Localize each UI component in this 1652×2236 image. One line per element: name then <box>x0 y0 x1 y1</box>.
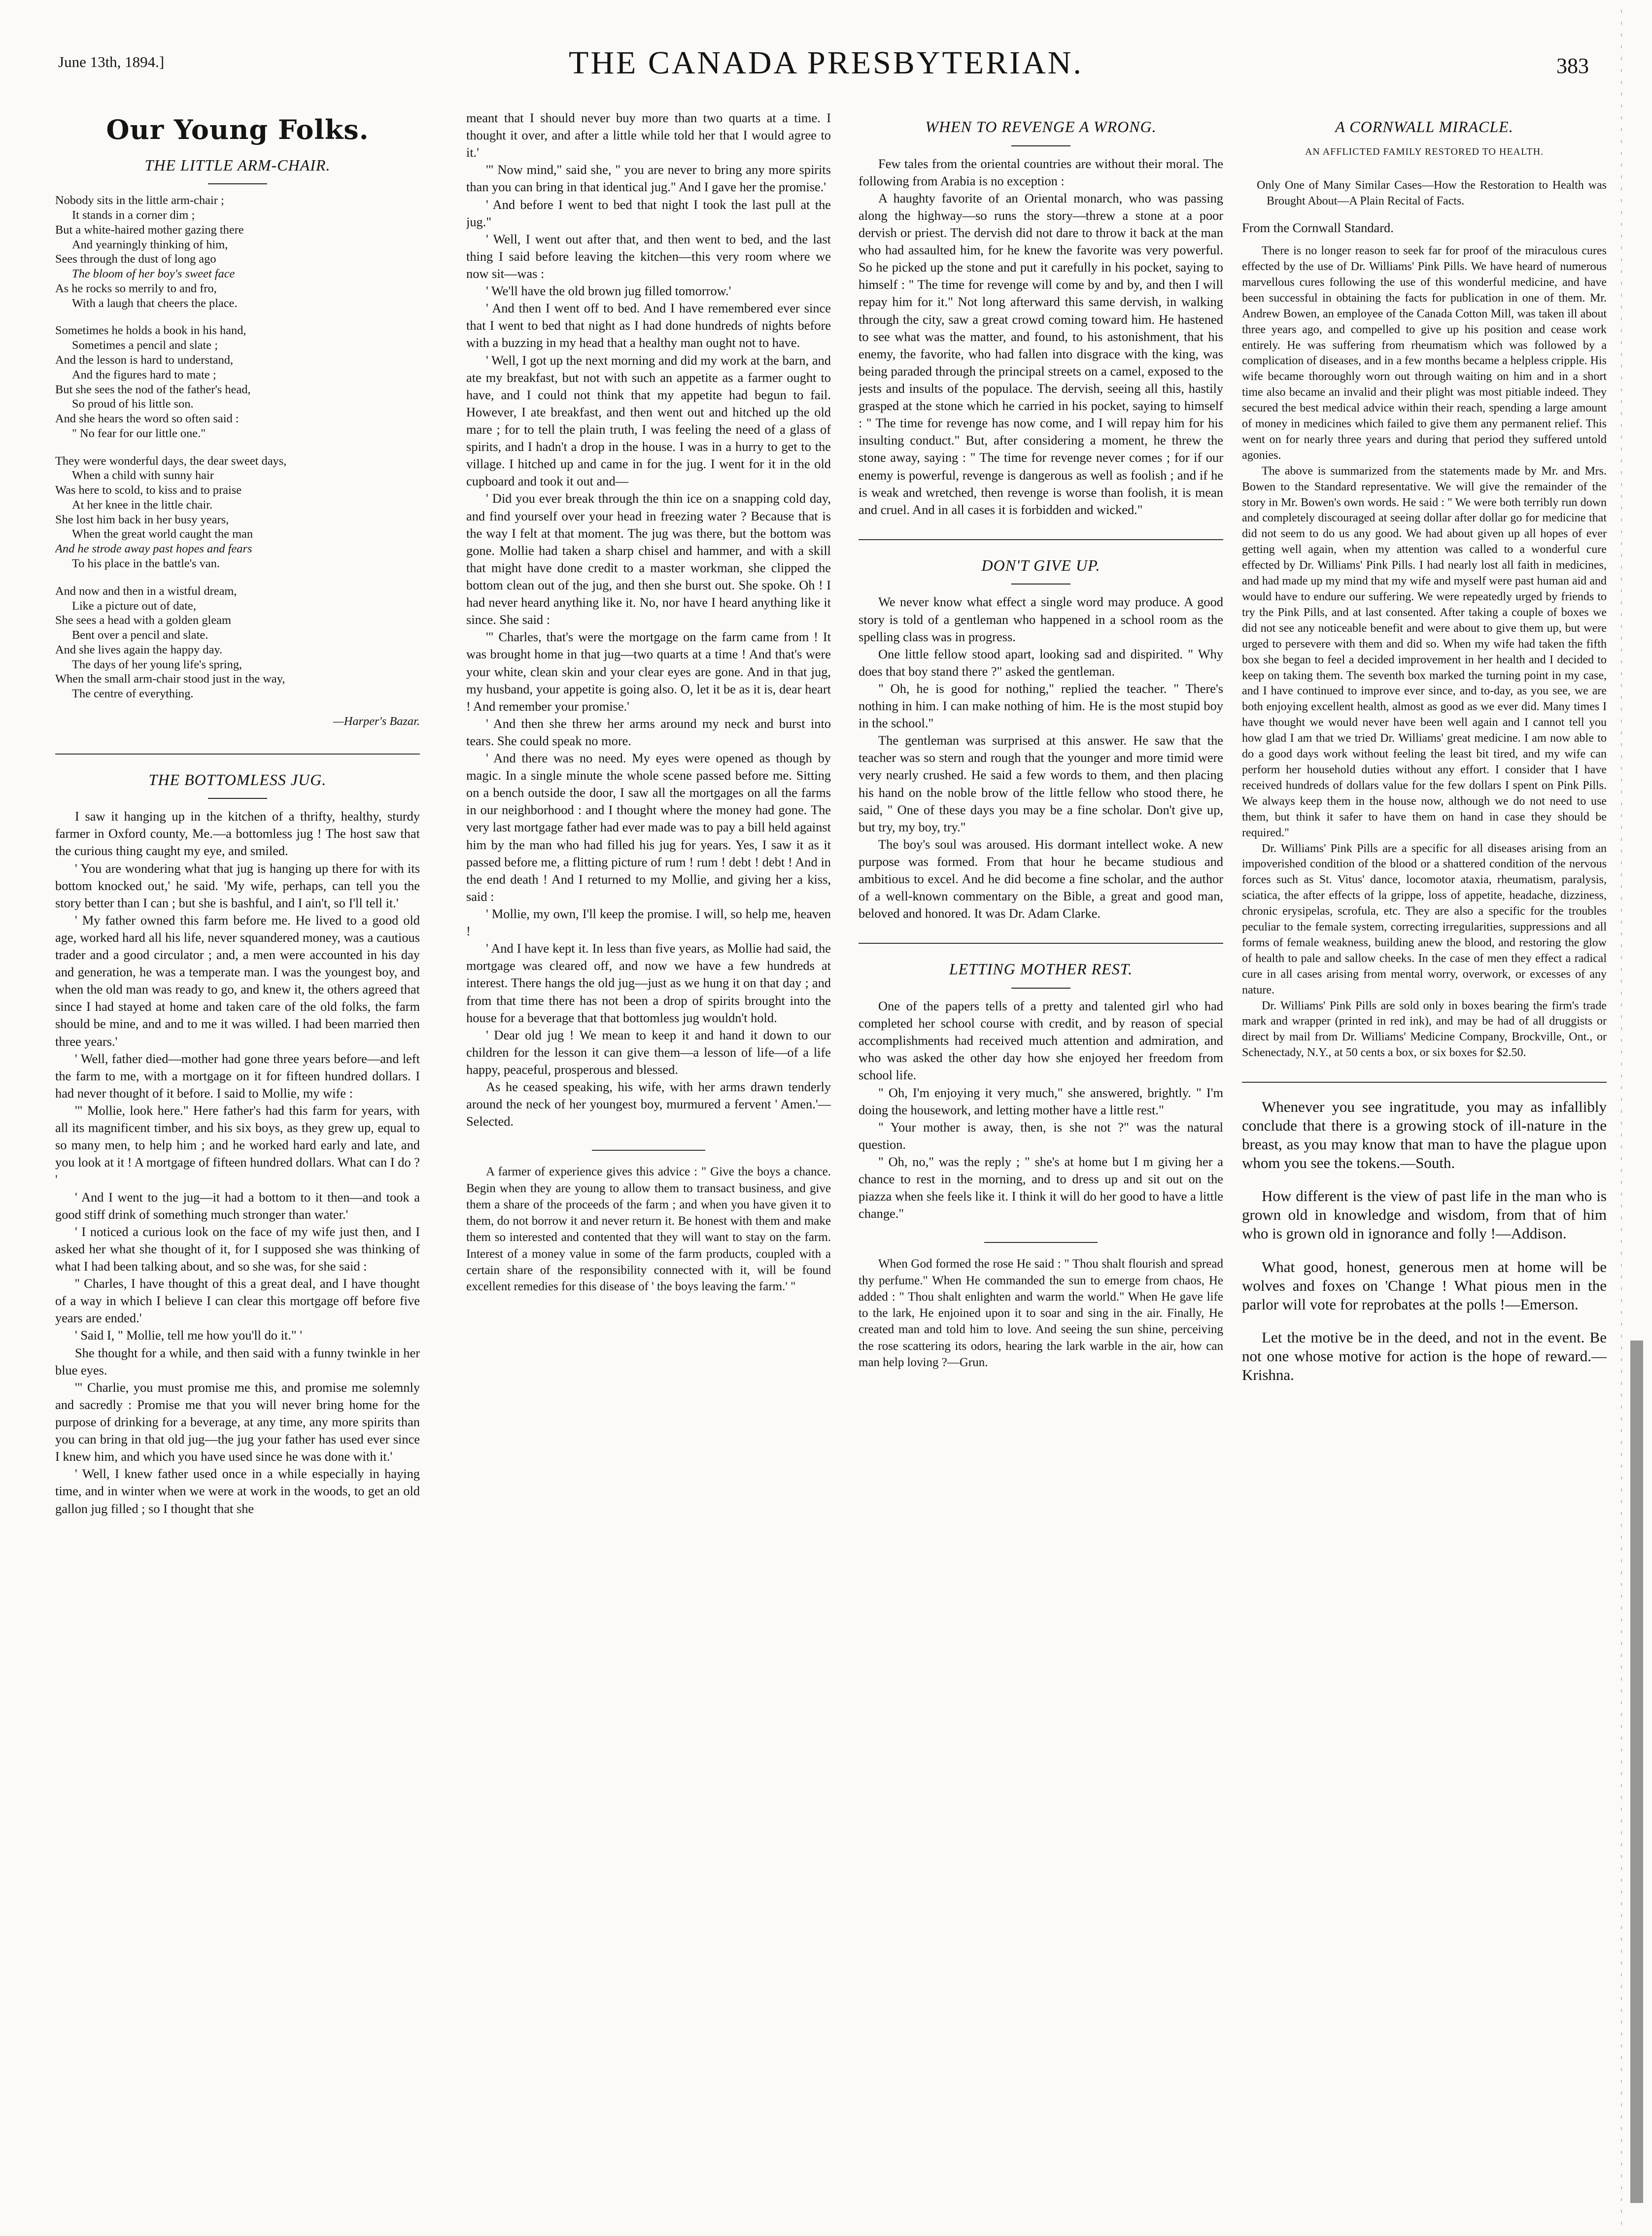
paragraph: There is no longer reason to seek far for proof of the miraculous cures effected by the use of Dr. Williams' Pink Pills. We have heard of numerous marvellous cures following the use of this wonderful medicine, and have been successful in obtaining the facts for publication in one of them. Mr. Andrew Bowen, an employee of the Canada Cotton Mill, was taken ill about three years ago, and compelled to give up his position and cease work entirely. He was suffering from rheumatism which was followed by a complication of diseases, and in a few months became a helpless cripple. His wife became thoroughly worn out through waiting on him and in a short time also became an invalid and their plight was most pitiable indeed. They secured the best medical advice within their reach, spending a large amount of money in medicines which failed to give them any permanent relief. This went on for nearly three years and during that period they suffered untold agonies. <box>1242 244 1607 462</box>
poem-line: Sometimes he holds a book in his hand, <box>55 324 246 338</box>
paragraph: ' And I have kept it. In less than five years, as Mollie had said, the mortgage was cleared off, and now we have a few hundreds at interest. There hangs the old jug—just as we hung it on that day ; and from that time there has not been a drop of spirits brought into the house for a beverage that that bottomless jug wouldn't hold. <box>466 941 831 1025</box>
section-divider <box>859 943 1223 944</box>
article-title: A CORNWALL MIRACLE. <box>1335 118 1514 136</box>
poem-line: They were wonderful days, the dear sweet days, <box>55 454 287 468</box>
paragraph: ' Mollie, my own, I'll keep the promise. I will, so help me, heaven ! <box>466 906 831 939</box>
column-1 <box>55 109 420 2214</box>
paragraph: ' My father owned this farm before me. He lived to a good old age, worked hard all his life, never squandered money, was a cautious trader and a good circulator ; and, a men were accounted in his day and generation, he was a temperate man. I was the youngest boy, and when the old man was ready to go, and knew it, the others agreed that since I had stayed at home and taken care of the old folks, the farm should be mine, and and to me it was willed. I had been married then three years.' <box>55 912 420 1049</box>
paragraph: ' Dear old jug ! We mean to keep it and hand it down to our children for the lesson it can give them—a lesson of life—of a life happy, peaceful, prosperous and blessed. <box>466 1027 831 1077</box>
story-title: THE BOTTOMLESS JUG. <box>148 770 327 789</box>
poem-line: At her knee in the little chair. <box>72 498 213 512</box>
poem-line: Like a picture out of date, <box>72 599 196 613</box>
poem-line: She sees a head with a golden gleam <box>55 614 231 627</box>
poem-line: Nobody sits in the little arm-chair ; <box>55 194 224 207</box>
paragraph: A haughty favorite of an Oriental monarch, who was passing along the highway—so runs the story—threw a stone at a poor dervish or priest. The dervish did not dare to throw it back at the man who had assaulted him, for he knew the favorite was very powerful. So he picked up the stone and put it carefully in his pocket, saying to himself : " The time for revenge will come by and by, and then I will repay him for it." Not long afterward this same dervish, in walking through the city, saw a great crowd coming toward him. He hastened to see what was the matter, and found, to his astonishment, that his enemy, the favorite, who had fallen into disgrace with the king, was being paraded through the principal streets on a camel, exposed to the jests and insults of the populace. The dervish, seeing all this, hastily grasped at the stone which he carried in his pocket, saying to himself : " The time for revenge has now come, and I will repay him for his insulting conduct." But, after considering a moment, he threw the stone away, saying : " The time for revenge never comes ; for if our enemy is powerful, revenge is dangerous as well as foolish ; and if he is weak and wretched, then revenge is worse than foolish, it is mean and cruel. And in all cases it is forbidden and wicked." <box>859 190 1223 517</box>
quotation: Whenever you see ingratitude, you may as infallibly conclude that there is a growing stock of ill-nature in the breast, as you may know that man to have the plague upon whom you see the tokens.—South. <box>1242 1098 1607 1171</box>
poem-line: And he strode away past hopes and fears <box>55 542 252 556</box>
paragraph: ' Well, I got up the next morning and did my work at the barn, and ate my breakfast, but not with such an appetite as a farmer ought to have, and I could not think that my appetite had begun to fail. However, I ate breakfast, and then went out and hitched up the old mare ; for to tell the plain truth, I was feeling the need of a glass of spirits, and I hadn't a drop in the house. I was in a hurry to get to the village. I hitched up and came in for the jug. I went for it in the old cupboard and took it out and— <box>466 352 831 489</box>
poem-line: So proud of his little son. <box>72 397 194 411</box>
section-divider <box>1242 1082 1607 1083</box>
paragraph: '" Mollie, look here." Here father's had this farm for years, with all its magnificent timber, and his six boys, as they grew up, equal to so many men, to help him ; and he worked hard early and late, and you look at it ! A mortgage of fifteen hundred dollars. What can I do ? ' <box>55 1103 420 1187</box>
poem-line: But a white-haired mother gazing there <box>55 223 244 237</box>
poem-line: With a laugh that cheers the place. <box>72 296 238 310</box>
paragraph: ' We'll have the old brown jug filled tomorrow.' <box>486 283 731 299</box>
poem-line: " No fear for our little one." <box>72 426 206 440</box>
poem-stanza <box>55 584 420 701</box>
section-divider <box>984 1242 1098 1243</box>
column-4 <box>1242 109 1607 2214</box>
quotations <box>1242 1098 1607 1384</box>
poem-line: And she hears the word so often said : <box>55 412 239 426</box>
paragraph: The gentleman was surprised at this answer. He saw that the teacher was so stern and rough that the younger and more timid were very nearly crushed. He said a few words to them, and then placing his hand on the noble brow of the little fellow who stood there, he said, " One of these days you may be a fine scholar. Don't give up, but try, my boy, try." <box>859 733 1223 834</box>
paragraph: ' You are wondering what that jug is hanging up there for with its bottom knocked out,' he said. 'My wife, perhaps, can tell you the story better than I can ; but she is bashful, and I ain't, so I'll tell it.' <box>55 860 420 910</box>
paragraph: " Oh, I'm enjoying it very much," she answered, brightly. " I'm doing the housework, and letting mother have a little rest." <box>859 1085 1223 1117</box>
paragraph: ' And there was no need. My eyes were opened as though by magic. In a single minute the whole scene passed before me. Sitting on a bench outside the door, I saw all the mortgages on all the farms in our neighborhood : and I thought where the money had gone. The very last mortgage father had ever made was to pay a bill held against him by the man who had filled his jug for years. Yes, I saw it as it passed before me, a flitting picture of rum ! rum ! debt ! debt ! And in the end death ! And I returned to my Mollie, and giving her a kiss, said : <box>466 751 831 904</box>
paragraph: Dr. Williams' Pink Pills are sold only in boxes bearing the firm's trade mark and wrapper (printed in red ink), and may be had of all druggists or direct by mail from Dr. Williams' Medicine Company, Brockville, Ont., or Schenectady, N.Y., at 50 cents a box, or six boxes for $2.50. <box>1242 999 1607 1060</box>
article-title: LETTING MOTHER REST. <box>949 960 1133 978</box>
quotation: What good, honest, generous men at home will be wolves and foxes on 'Change ! What pious men in the parlor will vote for reprobates at the polls !—Emerson. <box>1242 1258 1607 1313</box>
paragraph: I saw it hanging up in the kitchen of a thrifty, healthy, sturdy farmer in Oxford county, Me.—a bottomless jug ! The host saw that the curious thing caught my eye, and smiled. <box>55 809 420 859</box>
paragraph: ' And then I went off to bed. And I have remembered ever since that I went to bed that night as I had done hundreds of nights before with a buzzing in my head that a healthy man ought not to have. <box>466 301 831 350</box>
article-deck: Only One of Many Similar Cases—How the Restoration to Health was Brought About—A Plain Recital of Facts. <box>1257 179 1607 208</box>
title-rule <box>208 798 267 799</box>
poem-line: And now and then in a wistful dream, <box>55 584 237 598</box>
paragraph: ' And then she threw her arms around my neck and burst into tears. She could speak no more. <box>466 716 831 748</box>
poem-line: And yearningly thinking of him, <box>72 238 228 251</box>
paragraph: When God formed the rose He said : " Thou shalt flourish and spread thy perfume." When He commanded the sun to emerge from chaos, He added : " Thou shalt enlighten and warm the world." When He gave life to the lark, He enjoined upon it to soar and sing in the air. Finally, He created man and told him to love. And seeing the sun shine, perceiving the rose scattering its odors, hearing the lark warble in the air, how can man help loving ?—Grun. <box>859 1257 1223 1369</box>
poem-line: Was here to scold, to kiss and to praise <box>55 483 242 497</box>
paragraph: " Oh, no," was the reply ; " she's at home but I m giving her a chance to rest in the morning, and to dress up and sit out on the piazza when she feels like it. I think it will do her good to have a little change." <box>859 1154 1223 1221</box>
poem-line: It stands in a corner dim ; <box>72 208 195 222</box>
paragraph: One of the papers tells of a pretty and talented girl who had completed her school course with credit, and by reason of special accomplishments had received much attention and admiration, and who was asked the other day how she enjoyed her freedom from school life. <box>859 998 1223 1083</box>
poem-line: To his place in the battle's van. <box>72 556 220 570</box>
poem-line: And she lives again the happy day. <box>55 643 223 656</box>
paragraph: A farmer of experience gives this advice : " Give the boys a chance. Begin when they are young to allow them to transact business, and give them a share of the proceeds of the farm ; and when you have given it to them, do not borrow it and never return it. Be honest with them and make them so interested and contented that they will want to stay on the farm. Interest of a money value in some of the farm products, coupled with a certain share of the responsibility connected with it, will be found excellent remedies for this disease of ' the boys leaving the farm.' " <box>466 1165 831 1294</box>
poem-line: As he rocks so merrily to and fro, <box>55 281 217 295</box>
title-rule <box>1011 145 1070 146</box>
paragraph: ' Well, I knew father used once in a while especially in haying time, and in winter when we were at work in the woods, to get an old gallon jug filled ; so I thought that she <box>55 1466 420 1516</box>
paragraph: ' And before I went to bed that night I took the last pull at the jug." <box>466 197 831 229</box>
paragraph: The boy's soul was aroused. His dormant intellect woke. A new purpose was formed. From that hour he became studious and ambitious to excel. And he did become a fine scholar, and the author of a well-known commentary on the Bible, a great and good man, beloved and honored. It was Dr. Adam Clarke. <box>859 836 1223 921</box>
paragraph: " Your mother is away, then, is she not ?" was the natural question. <box>859 1119 1223 1152</box>
article-title: WHEN TO REVENGE A WRONG. <box>925 118 1157 136</box>
poem-stanza <box>55 454 420 571</box>
paragraph: She thought for a while, and then said with a funny twinkle in her blue eyes. <box>55 1345 420 1377</box>
article-title: DON'T GIVE UP. <box>981 556 1101 574</box>
poem-line: But she sees the nod of the father's head, <box>55 382 251 396</box>
poem-line: And the figures hard to mate ; <box>72 368 216 381</box>
paragraph: ' Said I, " Mollie, tell me how you'll do it." ' <box>75 1328 302 1343</box>
poem-line: She lost him back in her busy years, <box>55 513 229 526</box>
quotation: Let the motive be in the deed, and not in the event. Be not one whose motive for action is the hope of reward.—Krishna. <box>1242 1329 1607 1383</box>
poem-line: When a child with sunny hair <box>72 469 214 482</box>
section-divider <box>55 754 420 755</box>
section-masthead: Our Young Folks. <box>106 114 369 145</box>
paragraph: Dr. Williams' Pink Pills are a specific for all diseases arising from an impoverished condition of the blood or a shattered condition of the nervous forces such as St. Vitus' dance, locomotor ataxia, rheumatism, paralysis, sciatica, the after effects of la grippe, loss of appetite, headache, dizziness, chronic erysipelas, scrofula, etc. They are also a specific for the troubles peculiar to the female system, correcting irregularities, suppressions and all forms of female weakness, building anew the blood, and restoring the glow of health to pale and sallow cheeks. In the case of men they effect a radical cure in all cases arising from mental worry, overwork, or excesses of any nature. <box>1242 842 1607 997</box>
paragraph: meant that I should never buy more than two quarts at a time. I thought it over, and after a little while told her that I would agree to it.' <box>466 110 831 160</box>
poem-line: Sees through the dust of long ago <box>55 252 216 266</box>
title-rule <box>208 183 267 184</box>
margin-scan-edge <box>1592 10 1646 2228</box>
poem-credit: —Harper's Bazar. <box>333 714 420 728</box>
paragraph: ' Well, I went out after that, and then went to bed, and the last thing I said before leaving the kitchen—this very room where we now sit—was : <box>466 231 831 281</box>
title-rule <box>1011 988 1070 989</box>
poem-stanza <box>55 193 420 310</box>
source-line: From the Cornwall Standard. <box>1242 220 1394 235</box>
poem-line: The bloom of her boy's sweet face <box>72 267 235 281</box>
paragraph: We never know what effect a single word may produce. A good story is told of a gentleman who happened in a school room as the spelling class was in progress. <box>859 594 1223 644</box>
poem-line: When the small arm-chair stood just in the way, <box>55 672 285 686</box>
column-3 <box>859 109 1223 2214</box>
paragraph: Few tales from the oriental countries are without their moral. The following from Arabia is no exception : <box>859 156 1223 188</box>
issue-date: June 13th, 1894.] <box>58 53 165 70</box>
paragraph: ' I noticed a curious look on the face of my wife just then, and I asked her what she thought of it, for I supposed she was thinking of what I had been talking about, and so she was, for she said : <box>55 1224 420 1274</box>
paragraph: '" Charles, that's were the mortgage on the farm came from ! It was brought home in that jug—two quarts at a time ! And that's were your white, clean skin and your clear eyes are gone. And in that jug, my husband, your appetite is going also. O, let it be as it is, dear heart ! And remember your promise.' <box>466 629 831 714</box>
section-divider <box>592 1150 705 1151</box>
newspaper-name: THE CANADA PRESBYTERIAN. <box>569 45 1083 81</box>
poem-title: THE LITTLE ARM-CHAIR. <box>144 156 331 174</box>
paragraph: " Oh, he is good for nothing," replied the teacher. " There's nothing in him. I can make nothing of him. He is the most stupid boy in the school." <box>859 681 1223 731</box>
poem-line: The days of her young life's spring, <box>72 657 242 671</box>
poem <box>55 193 420 728</box>
poem-line: And the lesson is hard to understand, <box>55 353 234 367</box>
paragraph: '" Now mind," said she, " you are never to bring any more spirits than you can bring in that identical jug." And I gave her the promise.' <box>466 162 831 195</box>
section-divider <box>859 539 1223 540</box>
page-number: 383 <box>1556 54 1589 78</box>
title-rule <box>1011 584 1070 585</box>
paragraph: The above is summarized from the statements made by Mr. and Mrs. Bowen to the Standard representative. We will give the remainder of the story in Mr. Bowen's own words. He said : " We were both terribly run down and completely discouraged at seeing dollar after dollar go for medicine that did not seem to do us any good. We had about given up all hopes of ever getting well again, when my attention was called to a wonderful cure effected by Dr. Williams' Pink Pills. I had nearly lost all faith in medicines, and had made up my mind that my wife and myself were past human aid and would have to endure our suffering. We were repeatedly urged by friends to try the Pink Pills, and at last consented. After taking a couple of boxes we did not see any noticeable benefit and were about to give them up, but were urged to persevere with them and did so. When my wife had taken the fifth box she began to feel a decided improvement in her health and I decided to keep on taking them. The seventh box marked the turning point in my case, and I have continued to improve ever since, and to-day, as you see, we are both enjoying excellent health, almost as good as we ever did. Many times I have thought we would never have been well again and I cannot tell you how glad I am that we tried Dr. Williams' great medicine. I am now able to do a good days work without feeling the least bit tired, and my wife can perform her household duties without any effort. I consider that I have received hundreds of dollars value for the few dollars I spent on Pink Pills. We always keep them in the house now, although we do not need to use them, but think it safer to have them on hand in case they should be required." <box>1242 464 1607 839</box>
article-subtitle: AN AFFLICTED FAMILY RESTORED TO HEALTH. <box>1305 146 1544 157</box>
poem-stanza <box>55 323 420 441</box>
quotation: How different is the view of past life in the man who is grown old in knowledge and wisdom, from that of him who is grown old in ignorance and folly !—Addison. <box>1242 1187 1607 1242</box>
poem-line: Sometimes a pencil and slate ; <box>72 339 218 352</box>
paragraph: One little fellow stood apart, looking sad and dispirited. " Why does that boy stand there ?" asked the gentleman. <box>859 646 1223 679</box>
poem-line: Bent over a pencil and slate. <box>72 628 208 642</box>
poem-line: The centre of everything. <box>72 687 194 701</box>
paragraph: As he ceased speaking, his wife, with her arms drawn tenderly around the neck of her youngest boy, murmured a fervent ' Amen.'—Selected. <box>466 1079 831 1129</box>
paragraph: ' And I went to the jug—it had a bottom to it then—and took a good stiff drink of something much stronger than water.' <box>55 1189 420 1222</box>
paragraph: '' Charles, I have thought of this a great deal, and I have thought of a way in which I believe I can clear this mortgage off before five years are ended.' <box>55 1276 420 1326</box>
poem-line: When the great world caught the man <box>72 527 253 541</box>
paragraph: '" Charlie, you must promise me this, and promise me solemnly and sacredly : Promise me that you will never bring home for the purpose of drinking for a beverage, at any time, any more spirits than you can bring in that old jug—the jug your father has used ever since I knew him, and which you have used since he was done with it.' <box>55 1379 420 1464</box>
page-header <box>0 0 1652 99</box>
paragraph: ' Did you ever break through the thin ice on a snapping cold day, and find yourself over your head in freezing water ? Because that is the way I felt at that moment. The jug was there, but the bottom was gone. Mollie had taken a sharp chisel and hammer, and with a skill that might have done credit to a master workman, she clipped the bottom clean out of the jug, and then she burst out. She spoke. Oh ! I had never heard anything like it. No, nor have I heard anything like it since. She said : <box>466 491 831 627</box>
column-2 <box>466 109 831 2214</box>
paragraph: ' Well, father died—mother had gone three years before—and left the farm to me, with a mortgage on it for fifteen hundred dollars. I had never thought of it before. I said to Mollie, my wife : <box>55 1051 420 1101</box>
